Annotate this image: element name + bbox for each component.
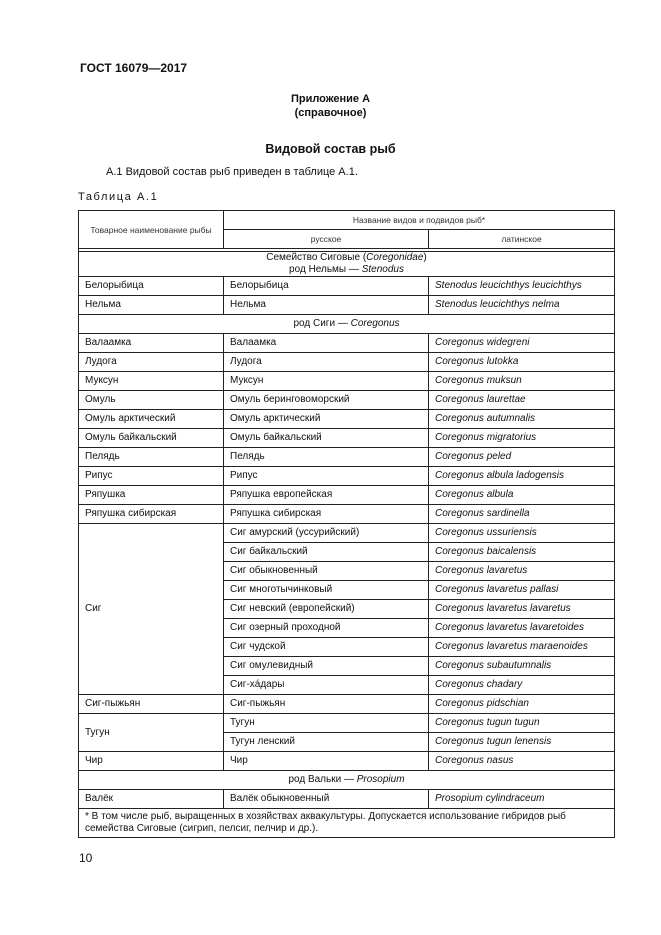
table-row <box>79 486 615 505</box>
table-row <box>79 296 615 315</box>
trade-name-cell: Пелядь <box>79 448 224 467</box>
document-code: ГОСТ 16079—2017 <box>80 61 188 75</box>
trade-name-cell: Ряпушка сибирская <box>79 505 224 524</box>
genus-nelma-prefix: род Нельмы — <box>289 264 362 275</box>
russian-name-cell: Сиг омулевидный <box>224 657 429 676</box>
latin-name-cell: Coregonus widegreni <box>429 334 615 353</box>
header-species-names: Название видов и подвидов рыб* <box>224 211 615 230</box>
latin-name-cell: Coregonus migratorius <box>429 429 615 448</box>
latin-name-cell: Prosopium cylindraceum <box>429 790 615 809</box>
latin-name-cell: Coregonus albula <box>429 486 615 505</box>
trade-name-cell: Валёк <box>79 790 224 809</box>
latin-name-cell: Coregonus muksun <box>429 372 615 391</box>
family-prefix: Семейство Сиговые ( <box>266 252 367 263</box>
russian-name-cell: Тугун ленский <box>224 733 429 752</box>
latin-name-cell: Coregonus lavaretus lavaretus <box>429 600 615 619</box>
latin-name-cell: Coregonus autumnalis <box>429 410 615 429</box>
family-suffix: ) <box>423 252 427 263</box>
section-title: Видовой состав рыб <box>265 142 396 156</box>
latin-name-cell: Coregonus lutokka <box>429 353 615 372</box>
russian-name-cell: Сиг байкальский <box>224 543 429 562</box>
russian-name-cell: Ряпушка сибирская <box>224 505 429 524</box>
russian-name-cell: Валаамка <box>224 334 429 353</box>
russian-name-cell: Омуль байкальский <box>224 429 429 448</box>
table-row <box>79 410 615 429</box>
table-row <box>79 391 615 410</box>
trade-name-cell: Ряпушка <box>79 486 224 505</box>
trade-name-cell: Сиг-пыжьян <box>79 695 224 714</box>
russian-name-cell: Нельма <box>224 296 429 315</box>
genus-cell <box>79 315 615 334</box>
table-row <box>79 372 615 391</box>
latin-name-cell: Coregonus subautumnalis <box>429 657 615 676</box>
latin-name-cell: Stenodus leucichthys leucichthys <box>429 277 615 296</box>
table-header-row <box>79 211 615 230</box>
latin-name-cell: Coregonus lavaretus pallasi <box>429 581 615 600</box>
latin-name-cell: Coregonus tugun lenensis <box>429 733 615 752</box>
latin-name-cell: Coregonus pidschian <box>429 695 615 714</box>
page-number: 10 <box>79 851 93 865</box>
trade-name-cell: Рипус <box>79 467 224 486</box>
trade-name-cell-merged: Сиг <box>79 524 224 695</box>
latin-name-cell: Coregonus nasus <box>429 752 615 771</box>
russian-name-cell: Сиг-пыжьян <box>224 695 429 714</box>
russian-name-cell: Рипус <box>224 467 429 486</box>
header-russian: русское <box>224 230 429 249</box>
appendix-note: (справочное) <box>294 107 367 119</box>
table-row <box>79 334 615 353</box>
russian-name-cell: Чир <box>224 752 429 771</box>
family-latin: Coregonidae <box>366 252 424 263</box>
table-row <box>79 505 615 524</box>
table-row <box>79 524 615 543</box>
russian-name-cell: Ряпушка европейская <box>224 486 429 505</box>
appendix-title: Приложение А <box>290 93 371 105</box>
russian-name-cell: Муксун <box>224 372 429 391</box>
trade-name-cell: Омуль байкальский <box>79 429 224 448</box>
russian-name-cell: Валёк обыкновенный <box>224 790 429 809</box>
russian-name-cell: Белорыбица <box>224 277 429 296</box>
header-trade-name: Товарное наименование рыбы <box>79 211 224 249</box>
latin-name-cell: Coregonus lavaretus maraenoides <box>429 638 615 657</box>
trade-name-cell: Муксун <box>79 372 224 391</box>
footnote-row <box>79 809 615 838</box>
latin-name-cell: Coregonus albula ladogensis <box>429 467 615 486</box>
trade-name-cell: Валаамка <box>79 334 224 353</box>
russian-name-cell: Омуль беринговоморский <box>224 391 429 410</box>
russian-name-cell: Лудога <box>224 353 429 372</box>
genus-nelma-latin: Stenodus <box>361 264 404 275</box>
latin-name-cell: Coregonus lavaretus lavaretoides <box>429 619 615 638</box>
table-footnote: * В том числе рыб, выращенных в хозяйствах аквакультуры. Допускается использование гибридов рыб семейства Сиговые (сигрип, пелсиг, пелчир и др.). <box>79 809 615 838</box>
genus-row <box>79 315 615 334</box>
russian-name-cell: Сиг чудской <box>224 638 429 657</box>
russian-name-cell: Сиг обыкновенный <box>224 562 429 581</box>
table-row <box>79 277 615 296</box>
header-latin: латинское <box>429 230 615 249</box>
latin-name-cell: Coregonus sardinella <box>429 505 615 524</box>
table-caption: Таблица А.1 <box>78 191 159 203</box>
table-row <box>79 695 615 714</box>
intro-paragraph: А.1 Видовой состав рыб приведен в таблице А.1. <box>106 166 358 178</box>
trade-name-cell: Омуль <box>79 391 224 410</box>
latin-name-cell: Stenodus leucichthys nelma <box>429 296 615 315</box>
russian-name-cell: Сиг многотычинковый <box>224 581 429 600</box>
species-table <box>78 210 615 838</box>
russian-name-cell: Пелядь <box>224 448 429 467</box>
appendix-heading <box>0 92 661 120</box>
genus-valki-prefix: род Вальки — <box>288 774 357 785</box>
russian-name-cell: Омуль арктический <box>224 410 429 429</box>
table-row <box>79 467 615 486</box>
latin-name-cell: Coregonus ussuriensis <box>429 524 615 543</box>
latin-name-cell: Coregonus lavaretus <box>429 562 615 581</box>
table-row <box>79 429 615 448</box>
table-row <box>79 353 615 372</box>
genus-row <box>79 771 615 790</box>
russian-name-cell: Сиг озерный проходной <box>224 619 429 638</box>
trade-name-cell-merged: Тугун <box>79 714 224 752</box>
genus-sigi-latin: Coregonus <box>350 318 400 329</box>
genus-cell <box>79 771 615 790</box>
russian-name-cell: Сиг-хáдары <box>224 676 429 695</box>
trade-name-cell: Нельма <box>79 296 224 315</box>
latin-name-cell: Coregonus laurettae <box>429 391 615 410</box>
latin-name-cell: Coregonus chadary <box>429 676 615 695</box>
latin-name-cell: Coregonus tugun tugun <box>429 714 615 733</box>
russian-name-cell: Тугун <box>224 714 429 733</box>
table-row <box>79 714 615 733</box>
trade-name-cell: Омуль арктический <box>79 410 224 429</box>
genus-valki-latin: Prosopium <box>356 774 405 785</box>
table-row <box>79 752 615 771</box>
latin-name-cell: Coregonus baicalensis <box>429 543 615 562</box>
russian-name-cell: Сиг невский (европейский) <box>224 600 429 619</box>
genus-sigi-prefix: род Сиги — <box>293 318 351 329</box>
table-row <box>79 790 615 809</box>
family-cell <box>79 252 615 277</box>
trade-name-cell: Белорыбица <box>79 277 224 296</box>
russian-name-cell: Сиг амурский (уссурийский) <box>224 524 429 543</box>
trade-name-cell: Лудога <box>79 353 224 372</box>
table-row <box>79 448 615 467</box>
trade-name-cell: Чир <box>79 752 224 771</box>
latin-name-cell: Coregonus peled <box>429 448 615 467</box>
family-row <box>79 252 615 277</box>
